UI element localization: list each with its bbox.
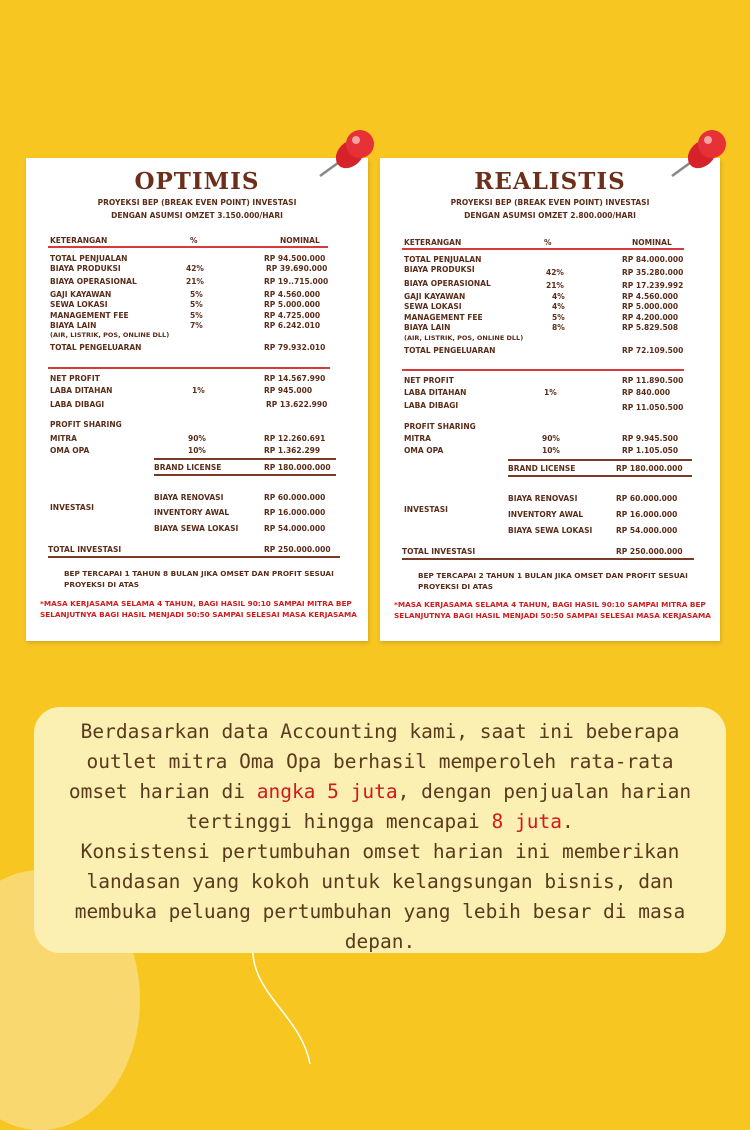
total-investasi-value: RP 250.000.000 [616, 547, 683, 556]
card-subtitle: PROYEKSI BEP (BREAK EVEN POINT) INVESTASI [450, 198, 650, 207]
summary-text: , dengan penjualan harian tertinggi hingga mencapai [186, 780, 692, 833]
investasi-item-value: RP 54.000.000 [616, 526, 678, 535]
row-label: BIAYA PRODUKSI [404, 265, 475, 274]
col-header-keterangan: KETERANGAN [404, 238, 462, 247]
row-value: RP 72.109.500 [622, 346, 684, 355]
row-value: RP 1.362.299 [264, 446, 321, 455]
card-title: REALISTIS [474, 168, 626, 195]
row-label: MANAGEMENT FEE [404, 313, 483, 322]
col-header-nominal: NOMINAL [280, 236, 320, 245]
row-label: PROFIT SHARING [50, 420, 122, 429]
brand-license-label: BRAND LICENSE [508, 464, 576, 473]
row-label: MITRA [50, 434, 77, 443]
brand-license-value: RP 180.000.000 [616, 464, 683, 473]
header-divider [48, 246, 328, 248]
brand-license-value: RP 180.000.000 [264, 463, 331, 472]
row-pct: 1% [192, 386, 205, 395]
section-divider [154, 458, 336, 460]
highlight-max-omset: 8 juta [491, 810, 562, 833]
row-label: PROFIT SHARING [404, 422, 476, 431]
row-value: RP 11.050.500 [622, 403, 684, 412]
row-label: TOTAL PENGELUARAN [404, 346, 496, 355]
card-assumption: DENGAN ASUMSI OMZET 2.800.000/HARI [464, 211, 636, 220]
row-pct: 4% [552, 302, 565, 311]
row-pct: 10% [188, 446, 206, 455]
row-label: BIAYA PRODUKSI [50, 264, 121, 273]
row-pct: 42% [186, 264, 204, 273]
row-value: RP 4.200.000 [622, 313, 679, 322]
row-label: SEWA LOKASI [404, 302, 462, 311]
row-label: BIAYA OPERASIONAL [50, 277, 137, 286]
section-divider [48, 556, 340, 558]
row-label: TOTAL PENGELUARAN [50, 343, 142, 352]
row-value: RP 1.105.050 [622, 446, 679, 455]
summary-box [34, 707, 726, 953]
row-label: BIAYA LAIN [50, 321, 97, 330]
row-label: LABA DIBAGI [404, 401, 459, 410]
optimis-card [26, 158, 368, 641]
row-value: RP 79.932.010 [264, 343, 326, 352]
bep-note: BEP TERCAPAI 2 TAHUN 1 BULAN JIKA OMSET DAN PROFIT SESUAI PROYEKSI DI ATAS [418, 571, 688, 591]
card-subtitle: PROYEKSI BEP (BREAK EVEN POINT) INVESTASI [97, 198, 297, 207]
investasi-item-label: INVENTORY AWAL [154, 508, 230, 517]
row-label: OMA OPA [50, 446, 90, 455]
row-value: RP 4.560.000 [622, 292, 679, 301]
row-label: SEWA LOKASI [50, 300, 108, 309]
row-label: OMA OPA [404, 446, 444, 455]
row-note: (AIR, LISTRIK, POS, ONLINE DLL) [404, 334, 524, 342]
row-value: RP 39.690.000 [266, 264, 328, 273]
row-pct: 1% [544, 388, 557, 397]
row-label: TOTAL PENJUALAN [50, 254, 128, 263]
investasi-label: INVESTASI [404, 505, 448, 514]
row-label: GAJI KAYAWAN [50, 290, 112, 299]
row-pct: 42% [546, 268, 564, 277]
row-pct: 90% [188, 434, 206, 443]
row-label: NET PROFIT [404, 376, 454, 385]
section-divider [402, 558, 694, 560]
row-value: RP 6.242.010 [264, 321, 321, 330]
row-label: LABA DITAHAN [404, 388, 467, 397]
col-header-persen: % [190, 236, 198, 245]
row-value: RP 5.000.000 [622, 302, 679, 311]
row-value: RP 4.725.000 [264, 311, 321, 320]
summary-paragraph-2: Konsistensi pertumbuhan omset harian ini memberikan landasan yang kokoh untuk kelangsungan bisnis, dan membuka peluang pertumbuhan yang lebih besar di masa depan. [74, 840, 686, 953]
investasi-item-value: RP 60.000.000 [616, 494, 678, 503]
col-header-persen: % [544, 238, 552, 247]
summary-text: . [561, 810, 574, 833]
section-divider [402, 369, 684, 371]
investasi-item-value: RP 16.000.000 [264, 508, 326, 517]
row-pct: 5% [552, 313, 565, 322]
col-header-keterangan: KETERANGAN [50, 236, 108, 245]
row-label: MITRA [404, 434, 431, 443]
row-pct: 8% [552, 323, 565, 332]
row-value: RP 5.000.000 [264, 300, 321, 309]
header-divider [402, 248, 684, 250]
row-value: RP 9.945.500 [622, 434, 679, 443]
row-label: TOTAL PENJUALAN [404, 255, 482, 264]
section-divider [508, 475, 692, 477]
investasi-item-value: RP 60.000.000 [264, 493, 326, 502]
row-value: RP 5.829.508 [622, 323, 679, 332]
investasi-item-value: RP 16.000.000 [616, 510, 678, 519]
row-value: RP 35.280.000 [622, 268, 684, 277]
investasi-item-label: BIAYA RENOVASI [508, 494, 578, 503]
row-value: RP 4.560.000 [264, 290, 321, 299]
total-investasi-label: TOTAL INVESTASI [402, 547, 476, 556]
row-note: (AIR, LISTRIK, POS, ONLINE DLL) [50, 331, 170, 339]
row-value: RP 13.622.990 [266, 400, 328, 409]
agreement-note: *MASA KERJASAMA SELAMA 4 TAHUN, BAGI HASIL 90:10 SAMPAI MITRA BEP SELANJUTNYA BAGI HASIL MENJADI 50:50 SAMPAI SELESAI MASA KERJASAMA [40, 599, 357, 619]
row-value: RP 84.000.000 [622, 255, 684, 264]
row-label: LABA DITAHAN [50, 386, 113, 395]
row-label: BIAYA LAIN [404, 323, 451, 332]
section-divider [48, 367, 330, 369]
section-divider [508, 459, 692, 461]
row-pct: 4% [552, 292, 565, 301]
row-pct: 7% [190, 321, 203, 330]
row-label: LABA DIBAGI [50, 400, 105, 409]
investasi-label: INVESTASI [50, 503, 94, 512]
row-pct: 90% [542, 434, 560, 443]
row-value: RP 94.500.000 [264, 254, 326, 263]
summary-paragraph-1 [52, 717, 708, 837]
investasi-item-label: BIAYA SEWA LOKASI [154, 524, 239, 533]
card-assumption: DENGAN ASUMSI OMZET 3.150.000/HARI [111, 211, 283, 220]
summary-text: Berdasarkan data Accounting kami, saat ini beberapa outlet mitra Oma Opa berhasil memperoleh rata-rata omset harian di [68, 720, 680, 803]
section-divider [154, 474, 336, 476]
row-label: MANAGEMENT FEE [50, 311, 129, 320]
row-value: RP 14.567.990 [264, 374, 326, 383]
row-pct: 5% [190, 311, 203, 320]
row-value: RP 12.260.691 [264, 434, 326, 443]
row-label: NET PROFIT [50, 374, 100, 383]
total-investasi-label: TOTAL INVESTASI [48, 545, 122, 554]
highlight-average-omset: angka 5 juta [256, 780, 398, 803]
row-value: RP 945.000 [264, 386, 313, 395]
realistis-card [380, 158, 720, 641]
col-header-nominal: NOMINAL [632, 238, 672, 247]
investasi-item-value: RP 54.000.000 [264, 524, 326, 533]
row-pct: 10% [542, 446, 560, 455]
row-pct: 5% [190, 290, 203, 299]
row-label: BIAYA OPERASIONAL [404, 279, 491, 288]
bep-note: BEP TERCAPAI 1 TAHUN 8 BULAN JIKA OMSET DAN PROFIT SESUAI PROYEKSI DI ATAS [64, 569, 334, 589]
row-pct: 21% [186, 277, 204, 286]
row-label: GAJI KAYAWAN [404, 292, 466, 301]
row-pct: 5% [190, 300, 203, 309]
total-investasi-value: RP 250.000.000 [264, 545, 331, 554]
row-pct: 21% [546, 281, 564, 290]
row-value: RP 17.239.992 [622, 281, 684, 290]
row-value: RP 19..715.000 [264, 277, 329, 286]
brand-license-label: BRAND LICENSE [154, 463, 222, 472]
agreement-note: *MASA KERJASAMA SELAMA 4 TAHUN, BAGI HASIL 90:10 SAMPAI MITRA BEP SELANJUTNYA BAGI HASIL MENJADI 50:50 SAMPAI SELESAI MASA KERJASAMA [394, 600, 711, 620]
investasi-item-label: BIAYA RENOVASI [154, 493, 224, 502]
row-value: RP 11.890.500 [622, 376, 684, 385]
card-title: OPTIMIS [134, 168, 260, 195]
row-value: RP 840.000 [622, 388, 671, 397]
investasi-item-label: BIAYA SEWA LOKASI [508, 526, 593, 535]
investasi-item-label: INVENTORY AWAL [508, 510, 584, 519]
